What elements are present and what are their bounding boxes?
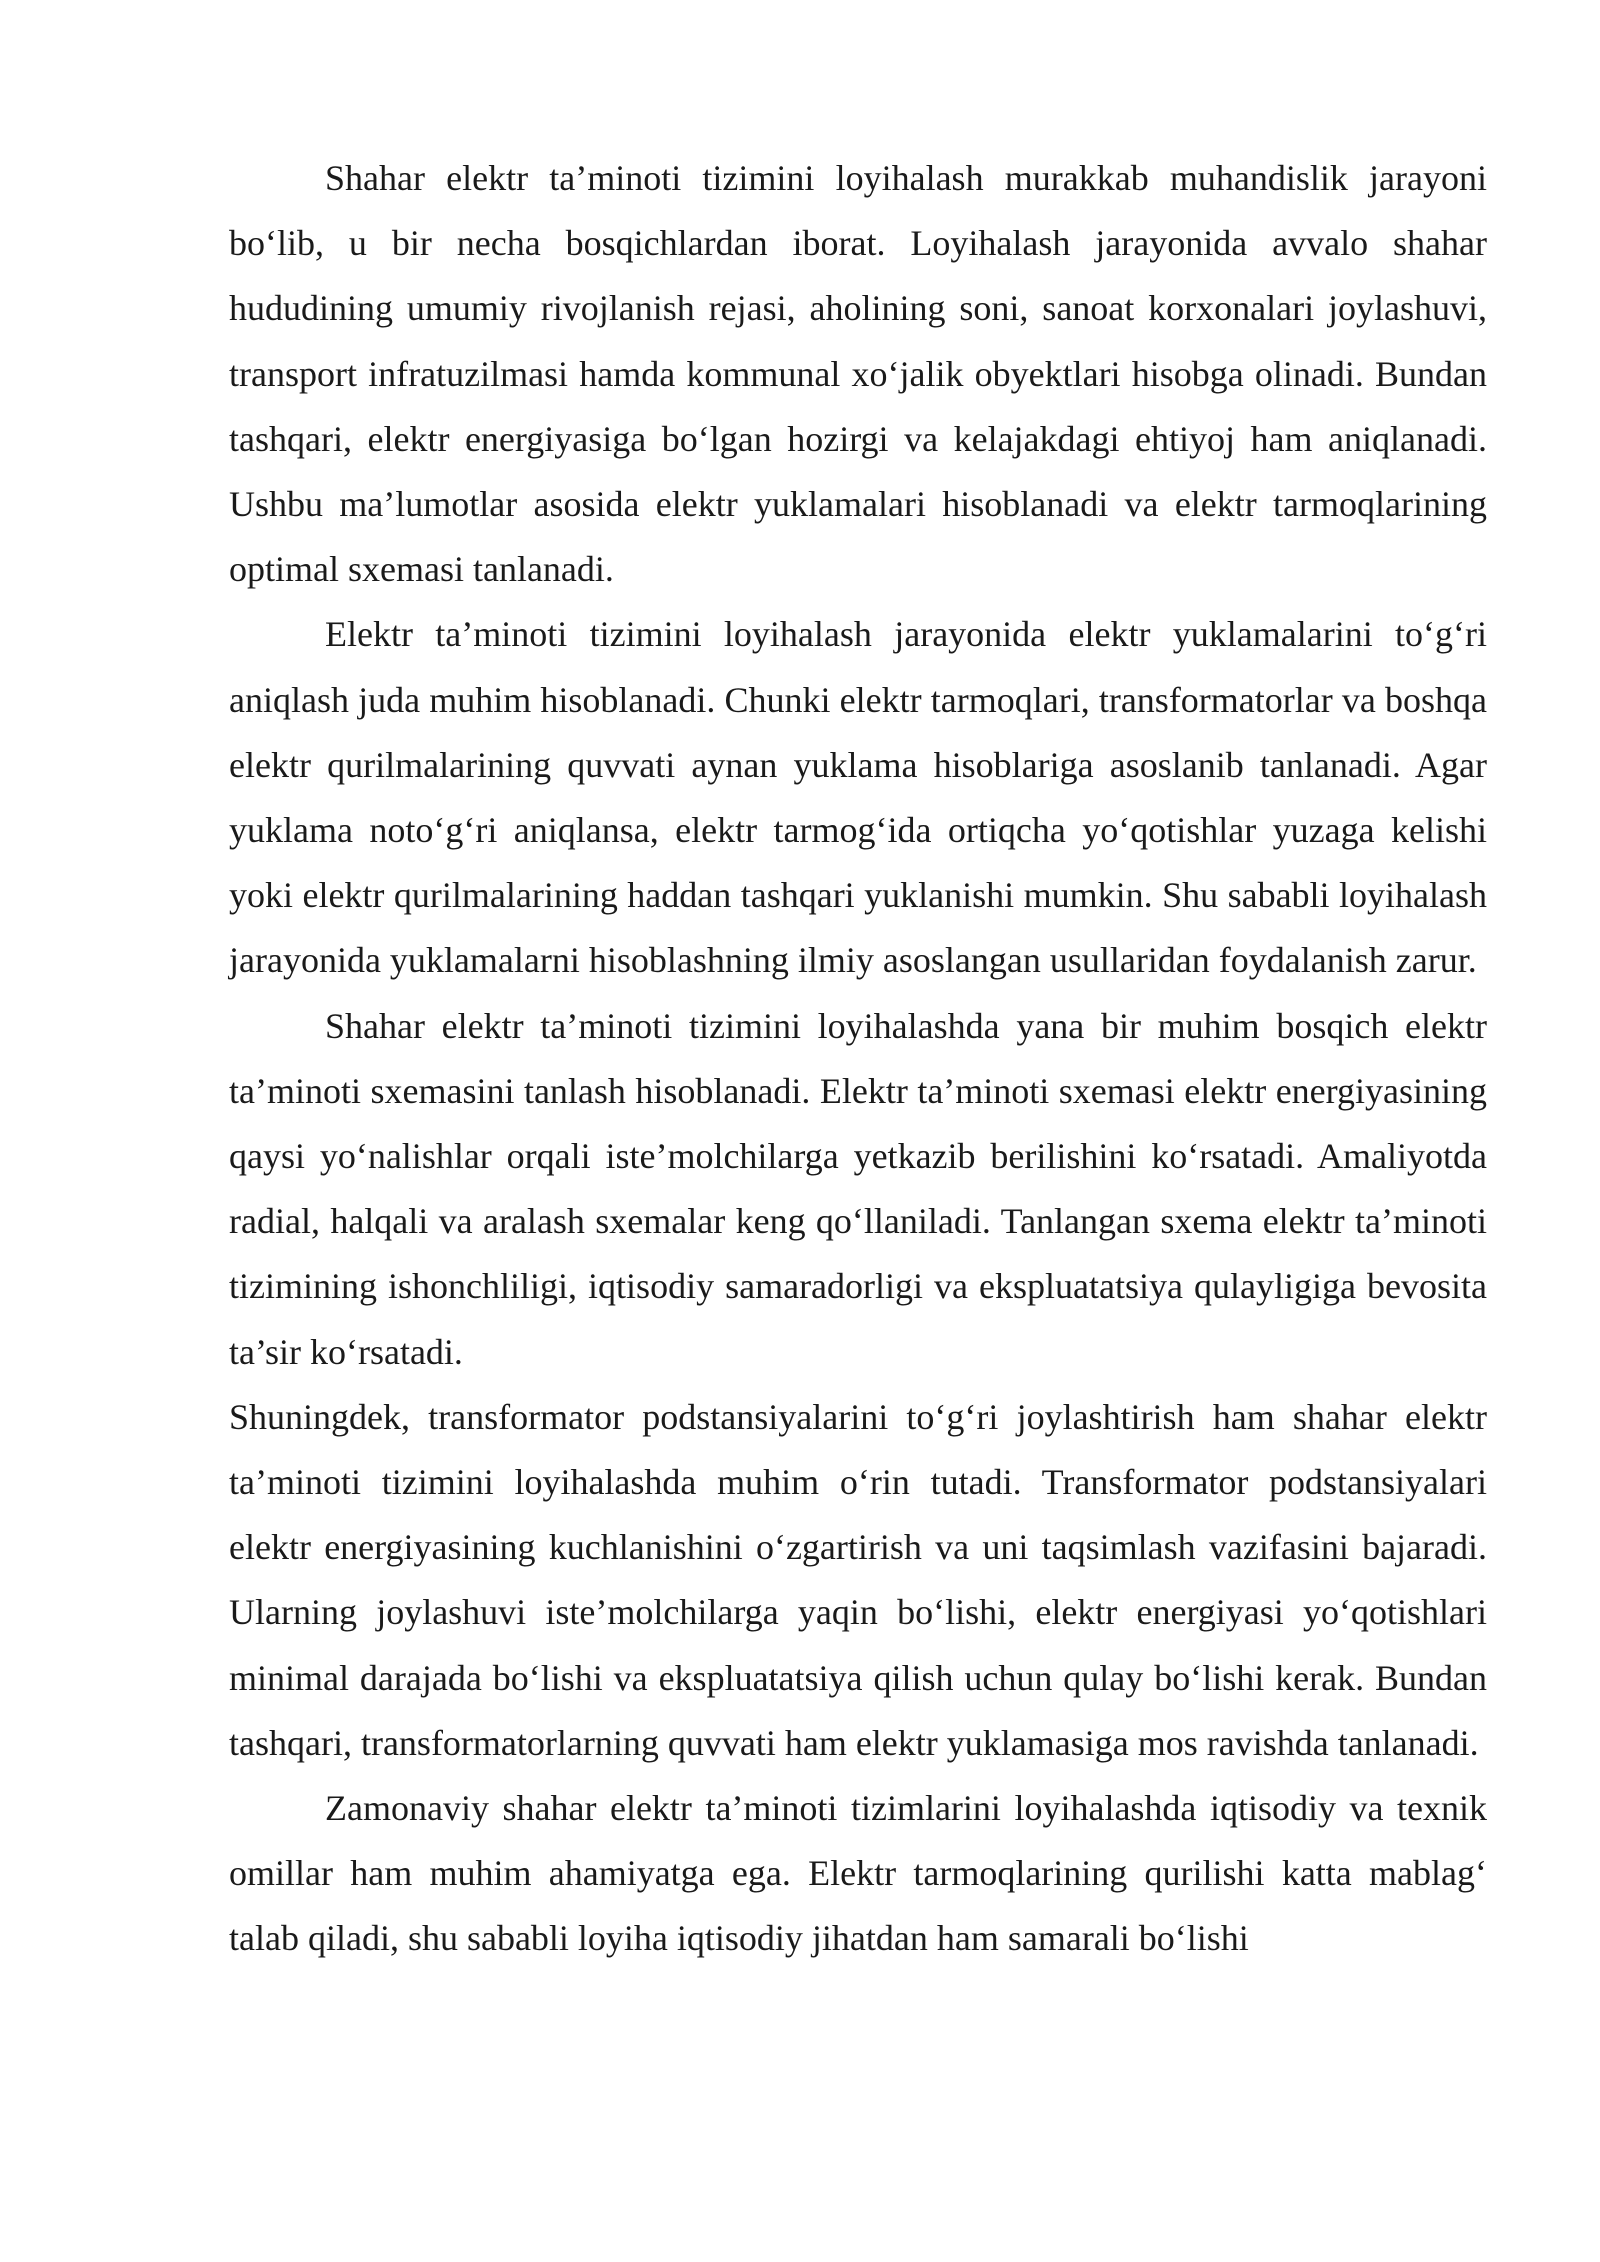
paragraph-5: Zamonaviy shahar elektr ta’minoti tizimlarini loyihalashda iqtisodiy va texnik omillar ham muhim ahamiyatga ega. Elektr tarmoqlarining qurilishi katta mablag‘ talab qiladi, shu sababli loyiha iqtisodiy jihatdan ham samarali bo‘lishi	[229, 1788, 1487, 1959]
paragraph-1: Shahar elektr ta’minoti tizimini loyihalash murakkab muhandislik jarayoni bo‘lib, u bir necha bosqichlardan iborat. Loyihalash jarayonida avvalo shahar hududining umumiy rivojlanish rejasi, aholining soni, sanoat korxonalari joylashuvi, transport infratuzilmasi hamda kommunal xo‘jalik obyektlari hisobga olinadi. Bundan tashqari, elektr energiyasiga bo‘lgan hozirgi va kelajakdagi ehtiyoj ham aniqlanadi. Ushbu ma’lumotlar asosida elektr yuklamalari hisoblanadi va elektr tarmoqlarining optimal sxemasi tanlanadi.	[229, 158, 1487, 590]
body-text	[229, 146, 1487, 1972]
paragraph-3: Shahar elektr ta’minoti tizimini loyihalashda yana bir muhim bosqich elektr ta’minoti sxemasini tanlash hisoblanadi. Elektr ta’minoti sxemasi elektr energiyasining qaysi yo‘nalishlar orqali iste’molchilarga yetkazib berilishini ko‘rsatadi. Amaliyotda radial, halqali va aralash sxemalar keng qo‘llaniladi. Tanlangan sxema elektr ta’minoti tizimining ishonchliligi, iqtisodiy samaradorligi va ekspluatatsiya qulayligiga bevosita ta’sir ko‘rsatadi.	[229, 1005, 1487, 1372]
paragraph-2: Elektr ta’minoti tizimini loyihalash jarayonida elektr yuklamalarini to‘g‘ri aniqlash juda muhim hisoblanadi. Chunki elektr tarmoqlari, transformatorlar va boshqa elektr qurilmalarining quvvati aynan yuklama hisoblariga asoslanib tanlanadi. Agar yuklama noto‘g‘ri aniqlansa, elektr tarmog‘ida ortiqcha yo‘qotishlar yuzaga kelishi yoki elektr qurilmalarining haddan tashqari yuklanishi mumkin. Shu sababli loyihalash jarayonida yuklamalarni hisoblashning ilmiy asoslangan usullaridan foydalanish zarur.	[229, 614, 1487, 981]
paragraph-4: Shuningdek, transformator podstansiyalarini to‘g‘ri joylashtirish ham shahar elektr ta’minoti tizimini loyihalashda muhim o‘rin tutadi. Transformator podstansiyalari elektr energiyasining kuchlanishini o‘zgartirish va uni taqsimlash vazifasini bajaradi. Ularning joylashuvi iste’molchilarga yaqin bo‘lishi, elektr energiyasi yo‘qotishlari minimal darajada bo‘lishi va ekspluatatsiya qilish uchun qulay bo‘lishi kerak. Bundan tashqari, transformatorlarning quvvati ham elektr yuklamasiga mos ravishda tanlanadi.	[229, 1396, 1487, 1763]
